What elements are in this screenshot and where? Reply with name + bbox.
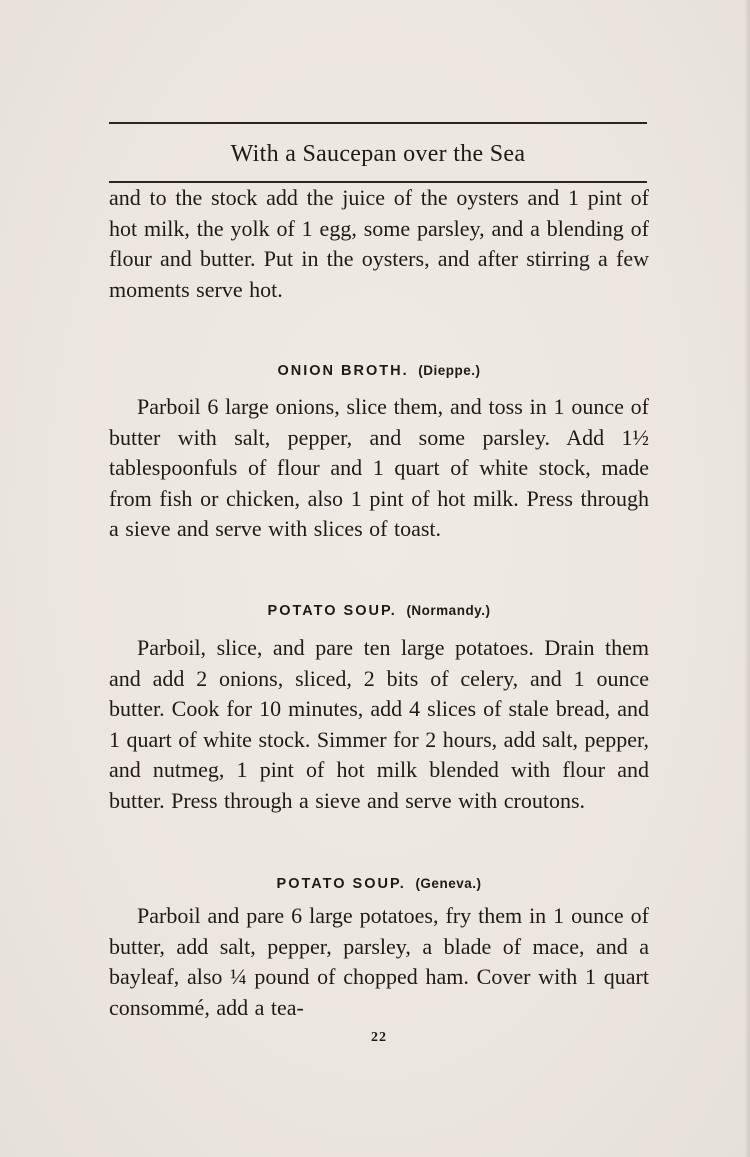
recipe-title: POTATO SOUP.: [267, 603, 397, 619]
recipe-title: POTATO SOUP.: [276, 876, 406, 892]
recipe-place: (Normandy.): [406, 603, 491, 618]
running-head: With a Saucepan over the Sea: [230, 141, 526, 167]
recipe-text-onion-broth: Parboil 6 large onions, slice them, and toss in 1 ounce of butter with salt, pepper, and some parsley. Add 1½ tablespoonfuls of flour and 1 quart of white stock, made from fish or chicken, also 1 pint of hot milk. Press through a sieve and serve with slices of toast.: [109, 394, 649, 541]
recipe-place: (Dieppe.): [418, 363, 481, 378]
recipe-text-potato-soup-geneva: Parboil and pare 6 large potatoes, fry them in 1 ounce of butter, add salt, pepper, parsley, a blade of mace, and a bayleaf, also ¼ pound of chopped ham. Cover with 1 quart consommé, add a tea-: [109, 903, 649, 1020]
page-number: 22: [371, 1030, 387, 1045]
recipe-text-potato-soup-normandy: Parboil, slice, and pare ten large potatoes. Drain them and add 2 onions, sliced, 2 bits of celery, and 1 ounce butter. Cook for 10 minutes, add 4 slices of stale bread, and 1 quart of white stock. Simmer for 2 hours, add salt, pepper, and nutmeg, 1 pint of hot milk blended with flour and butter. Press through a sieve and serve with croutons.: [109, 635, 649, 813]
recipe-heading-potato-soup-normandy: [109, 601, 649, 621]
recipe-heading-onion-broth: [109, 361, 649, 381]
recipe-title: ONION BROTH.: [277, 363, 409, 379]
recipe-place: (Geneva.): [415, 876, 482, 891]
header-rule-top: [109, 122, 647, 124]
page-edge-shadow: [744, 0, 750, 1157]
intro-paragraph: and to the stock add the juice of the oysters and 1 pint of hot milk, the yolk of 1 egg, some parsley, and a blending of flour and butter. Put in the oysters, and after stirring a few moments serve hot.: [109, 185, 649, 302]
recipe-heading-potato-soup-geneva: [109, 874, 649, 894]
